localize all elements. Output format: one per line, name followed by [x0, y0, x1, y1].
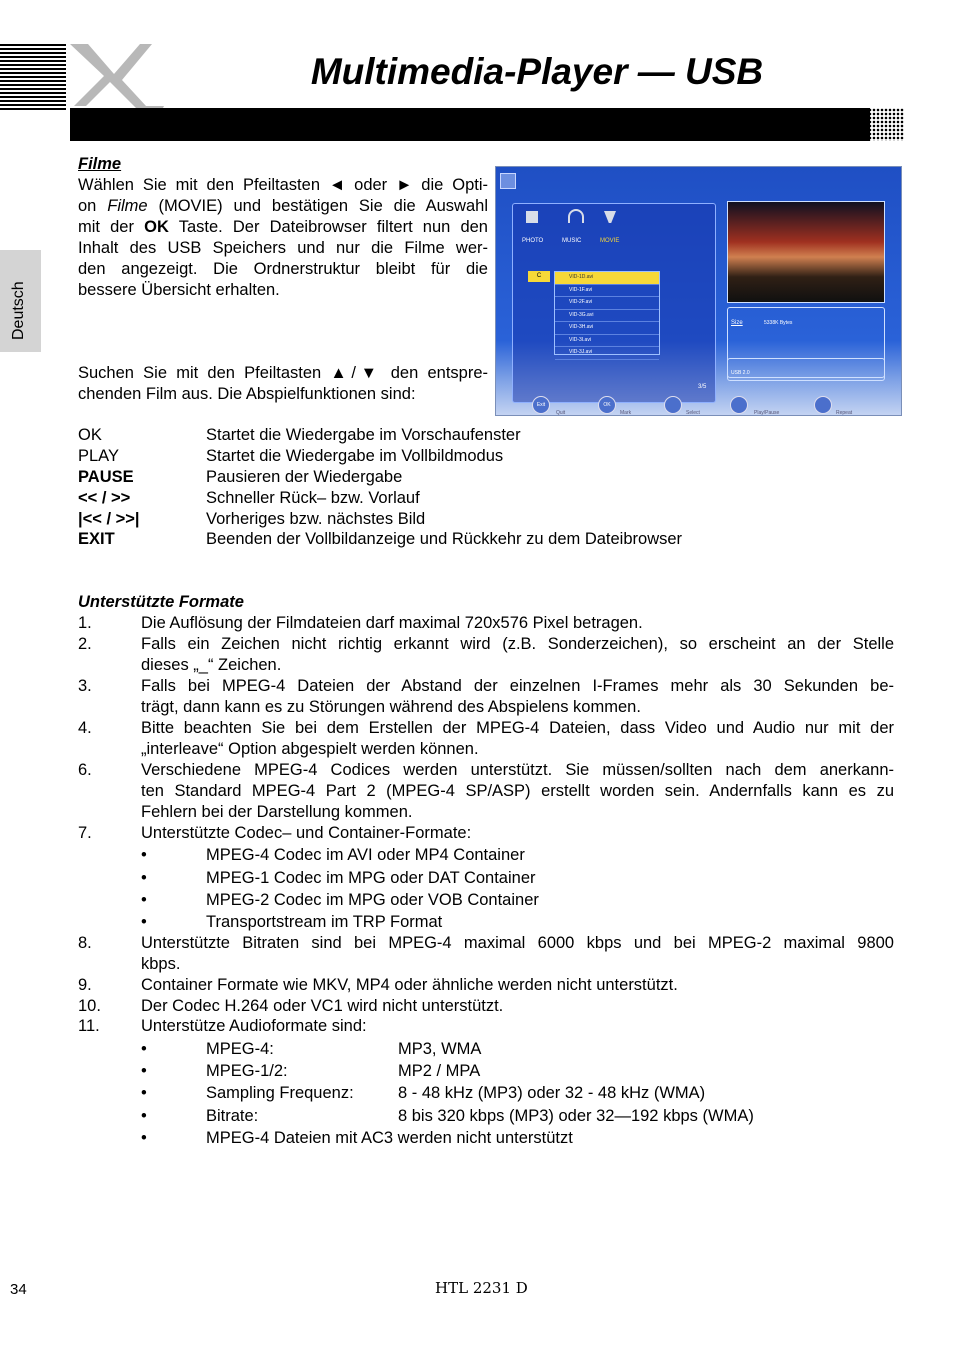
filme-line-6: bessere Übersicht erhalten. — [78, 281, 280, 299]
audio-format-name: MPEG-4: — [206, 1040, 274, 1058]
headphones-icon — [568, 209, 584, 223]
mark-label: Mark — [620, 410, 632, 416]
bullet-icon: • — [141, 1107, 147, 1125]
header-bar — [70, 108, 870, 141]
list-item[interactable]: VID-3J.avi — [555, 347, 659, 360]
audio-format-value: 8 - 48 kHz (MP3) oder 32 - 48 kHz (WMA) — [398, 1084, 706, 1102]
bullet-icon: • — [141, 891, 147, 909]
list-item[interactable]: VID-3I.avi — [555, 335, 659, 348]
language-tab-label: Deutsch — [10, 281, 27, 340]
play-pause-button[interactable] — [730, 396, 748, 414]
item-number: 2. — [78, 635, 92, 653]
key-name: EXIT — [78, 530, 115, 548]
exit-button[interactable]: Exit — [532, 396, 550, 414]
list-item[interactable]: VID-3H.avi — [555, 322, 659, 335]
item-number: 6. — [78, 761, 92, 779]
bullet-icon: • — [141, 1084, 147, 1102]
repeat-button[interactable] — [814, 396, 832, 414]
usb-label: USB 2.0 — [731, 370, 750, 376]
filme-para2-line-1: Suchen Sie mit den Pfeiltasten ▲/▼ den entspre- — [78, 364, 488, 382]
usb-panel — [727, 358, 885, 378]
bullet-icon: • — [141, 869, 147, 887]
folder-c[interactable]: C — [528, 271, 550, 282]
key-desc: Vorheriges bzw. nächstes Bild — [206, 510, 426, 528]
repeat-label: Repeat — [836, 410, 853, 416]
header-dots — [860, 108, 904, 141]
audio-format-value: 8 bis 320 kbps (MP3) oder 32—192 kbps (WMA) — [398, 1107, 754, 1125]
play-pause-label: Play/Pause — [754, 410, 780, 416]
formats-heading: Unterstützte Formate — [78, 593, 244, 611]
key-name: OK — [78, 426, 102, 444]
codec-bullet: Transportstream im TRP Format — [206, 913, 443, 931]
audio-format-value: MP2 / MPA — [398, 1062, 481, 1080]
size-value: 5338K Bytes — [764, 320, 793, 326]
key-desc: Startet die Wiedergabe im Vollbildmodus — [206, 447, 504, 465]
codec-bullet: MPEG-1 Codec im MPG oder DAT Container — [206, 869, 536, 887]
key-desc: Startet die Wiedergabe im Vorschaufenster — [206, 426, 521, 444]
audio-format-value: MP3, WMA — [398, 1040, 482, 1058]
codec-bullet: MPEG-2 Codec im MPG oder VOB Container — [206, 891, 539, 909]
item-text: Unterstützte Bitraten sind bei MPEG-4 maximal 6000 kbps und bei MPEG-2 maximal 9800 kbps. — [141, 934, 894, 973]
filme-line-3: mit der OK Taste. Der Dateibrowser filtert nun den — [78, 218, 488, 236]
bullet-icon: • — [141, 913, 147, 931]
item-number: 11. — [78, 1017, 100, 1035]
key-name: << / >> — [78, 489, 131, 507]
model-name: HTL 2231 D — [435, 1279, 528, 1297]
item-number: 9. — [78, 976, 92, 994]
filme-em: Filme — [107, 197, 148, 215]
list-item[interactable]: VID-1D.avi — [555, 272, 659, 285]
filme-section — [78, 154, 488, 301]
back-icon — [500, 173, 516, 189]
bullet-icon: • — [141, 846, 147, 864]
ok-bold: OK — [144, 218, 169, 236]
tab-music[interactable]: MUSIC — [562, 238, 582, 244]
media-browser-screenshot — [495, 166, 902, 416]
key-desc: Beenden der Vollbildanzeige und Rückkehr zu dem Dateibrowser — [206, 530, 683, 548]
video-preview — [727, 201, 885, 303]
item-number: 4. — [78, 719, 92, 737]
item-text: Verschiedene MPEG-4 Codices werden unterstützt. Sie müssen/sollten nach dem anerkann- ten Standard MPEG-4 Part 2 (MPEG-4 SP/ASP) erstellt worden sein. Andernfalls kann es zu Fehlern bei der Darstellung kommen. — [141, 761, 894, 821]
audio-format-name: Bitrate: — [206, 1107, 259, 1125]
list-item[interactable]: VID-1F.avi — [555, 285, 659, 298]
item-number: 3. — [78, 677, 92, 695]
filme-line-1: Wählen Sie mit den Pfeiltasten ◄ oder ► die Opti- — [78, 176, 488, 194]
item-number: 1. — [78, 614, 92, 632]
codec-bullet: MPEG-4 Codec im AVI oder MP4 Container — [206, 846, 525, 864]
tab-photo[interactable]: PHOTO — [522, 238, 544, 244]
key-desc: Pausieren der Wiedergabe — [206, 468, 403, 486]
ok-button[interactable]: OK — [598, 396, 616, 414]
item-text: Falls bei MPEG-4 Dateien der Abstand der einzelnen I-Frames mehr als 30 Sekunden be- trägt, dann kann es zu Störungen während des Abspielens kommen. — [141, 677, 894, 716]
key-name: |<< / >>| — [78, 510, 140, 528]
filme-line-4: Inhalt des USB Speichers und nur die Filme wer- — [78, 239, 488, 257]
file-list — [554, 271, 660, 355]
bullet-icon: • — [141, 1062, 147, 1080]
page-title: Multimedia-Player — USB — [310, 51, 764, 92]
key-name: PAUSE — [78, 468, 134, 486]
photo-icon — [526, 211, 538, 223]
item-number: 8. — [78, 934, 92, 952]
select-label: Select — [686, 410, 700, 416]
key-name: PLAY — [78, 447, 119, 465]
item-text: Der Codec H.264 oder VC1 wird nicht unterstützt. — [141, 997, 504, 1015]
select-button[interactable] — [664, 396, 682, 414]
item-number: 7. — [78, 824, 92, 842]
bullet-icon: • — [141, 1129, 147, 1147]
item-text: Container Formate wie MKV, MP4 oder ähnliche werden nicht unterstützt. — [141, 976, 678, 994]
tab-movie[interactable]: MOVIE — [600, 238, 620, 244]
list-item[interactable]: VID-3G.avi — [555, 310, 659, 323]
item-text: Falls ein Zeichen nicht richtig erkannt wird (z.B. Sonderzeichen), so erscheint an der Stelle dieses „_“ Zeichen. — [141, 635, 894, 674]
item-text: Unterstützte Codec– und Container-Formate: — [141, 824, 472, 842]
filme-line-2: on Filme (MOVIE) und bestätigen Sie die Auswahl — [78, 197, 488, 215]
quit-label: Quit — [556, 410, 566, 416]
item-text: Die Auflösung der Filmdateien darf maximal 720x576 Pixel betragen. — [141, 614, 643, 632]
item-text: Unterstütze Audioformate sind: — [141, 1017, 367, 1035]
button-bar — [496, 393, 902, 415]
key-desc: Schneller Rück– bzw. Vorlauf — [206, 489, 420, 507]
item-text: Bitte beachten Sie bei dem Erstellen der MPEG-4 Dateien, dass Video und Audio nur mit der „interleave“ Option abgespielt werden können. — [141, 719, 894, 758]
filme-heading: Filme — [78, 155, 122, 173]
list-item[interactable]: VID-2F.avi — [555, 297, 659, 310]
filme-para2-line-2: chenden Film aus. Die Abspielfunktionen sind: — [78, 385, 416, 403]
filme-para-2 — [78, 363, 488, 405]
audio-format-name: Sampling Frequenz: — [206, 1084, 354, 1102]
language-tab — [0, 250, 41, 352]
audio-format-name: MPEG-4 Dateien mit AC3 werden nicht unterstützt — [206, 1129, 573, 1147]
size-label: Size — [731, 320, 743, 326]
filme-line-5: den angezeigt. Die Ordnerstruktur bleibt für die — [78, 260, 488, 278]
page-indicator: 3/5 — [698, 384, 707, 390]
bullet-icon: • — [141, 1040, 147, 1058]
page-number: 34 — [10, 1281, 27, 1298]
item-number: 10. — [78, 997, 101, 1015]
audio-format-name: MPEG-1/2: — [206, 1062, 288, 1080]
